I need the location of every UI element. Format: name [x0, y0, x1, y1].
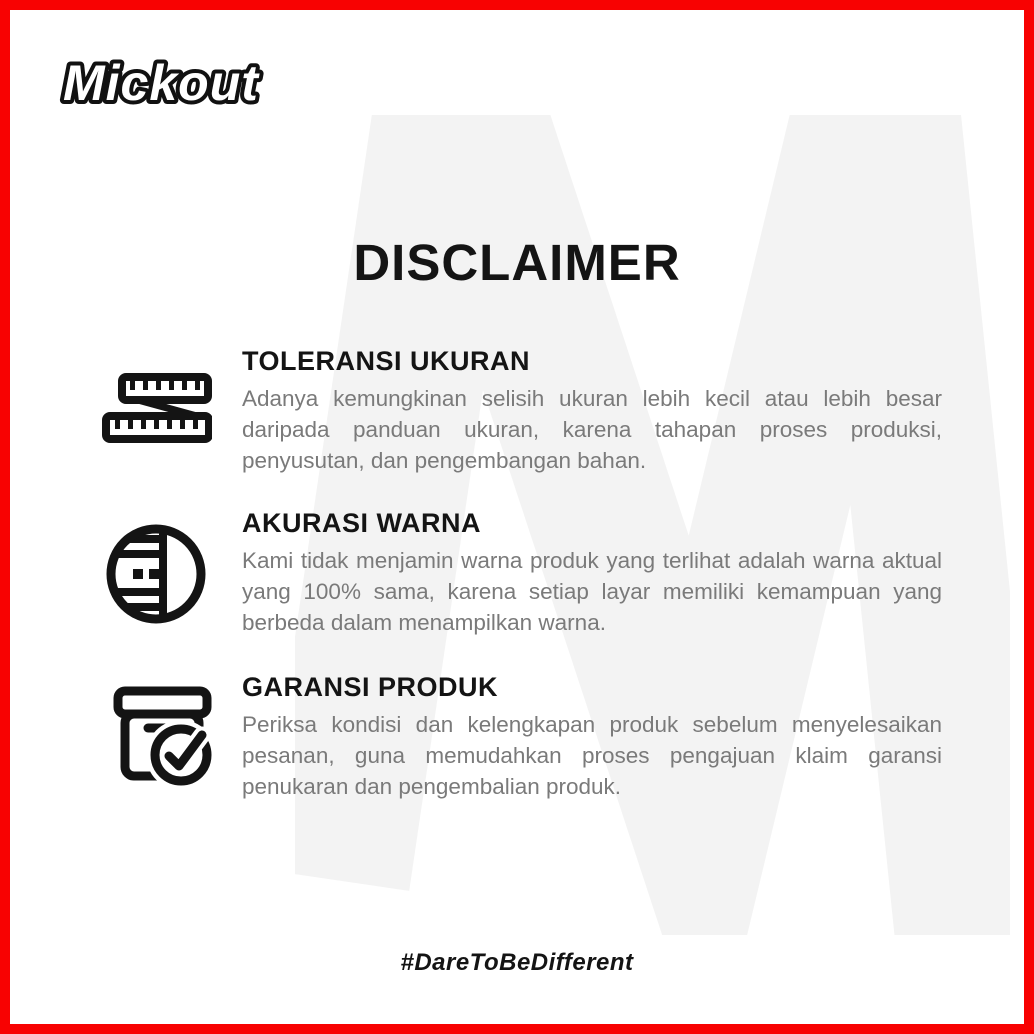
page-title: DISCLAIMER	[353, 234, 681, 291]
section-size-tolerance	[60, 346, 940, 476]
section-body: Adanya kemungkinan selisih ukuran lebih kecil atau lebih besar daripada panduan ukuran, karena tahapan proses produksi, penyusutan, dan pengembangan bahan.	[242, 386, 942, 473]
color-accuracy-icon	[104, 522, 208, 626]
mickout-logo	[55, 48, 305, 123]
section-color-accuracy	[60, 508, 940, 638]
section-heading: TOLERANSI UKURAN	[242, 346, 531, 376]
section-heading: GARANSI PRODUK	[242, 672, 499, 702]
section-body: Kami tidak menjamin warna produk yang terlihat adalah warna aktual yang 100% sama, karena setiap layar memiliki kemampuan yang berbeda dalam menampilkan warna.	[242, 548, 942, 635]
hashtag-slogan: #DareToBeDifferent	[400, 949, 634, 976]
product-warranty-icon	[108, 682, 220, 794]
section-body: Periksa kondisi dan kelengkapan produk sebelum menyelesaikan pesanan, guna memudahkan proses pengajuan klaim garansi penukaran dan pengembalian produk.	[242, 712, 942, 799]
measuring-tape-icon	[102, 370, 212, 455]
logo-text: Mickout	[63, 55, 259, 111]
section-heading: AKURASI WARNA	[242, 508, 481, 538]
section-product-warranty	[60, 672, 940, 802]
